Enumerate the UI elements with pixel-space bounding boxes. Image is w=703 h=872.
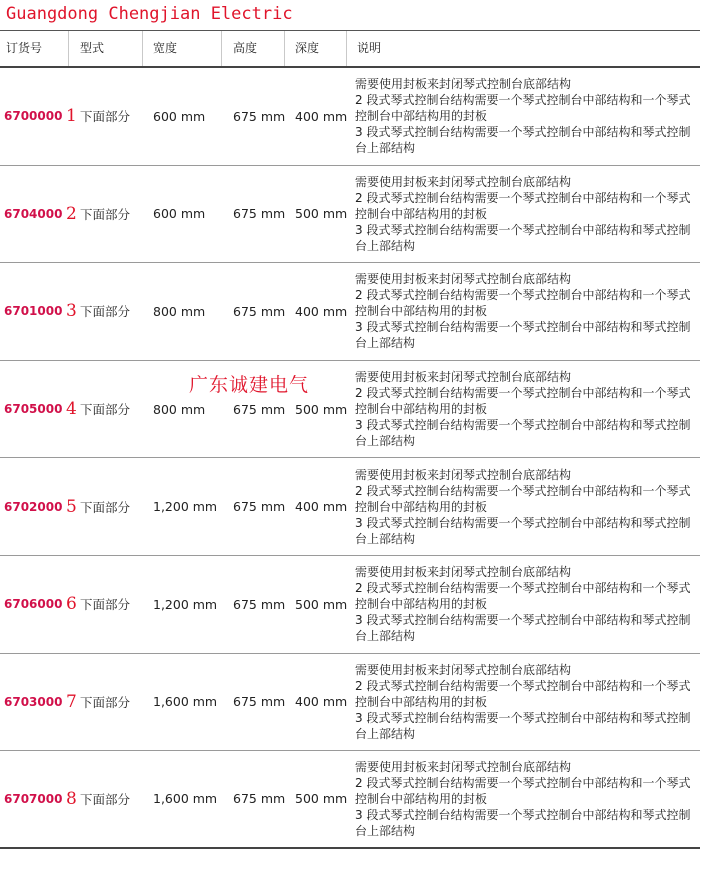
description-cell: [355, 166, 700, 263]
description-line: 3 段式琴式控制台结构需要一个琴式控制台中部结构和琴式控制台上部结构: [355, 613, 691, 644]
table-row: [0, 263, 700, 361]
description-line: 3 段式琴式控制台结构需要一个琴式控制台中部结构和琴式控制台上部结构: [355, 222, 691, 253]
row-index: 5: [66, 496, 77, 517]
table-row: [0, 68, 700, 166]
description-line: 需要使用封板来封闭琴式控制台底部结构: [355, 467, 572, 482]
description-text: [355, 369, 700, 449]
description-line: 2 段式琴式控制台结构需要一个琴式控制台中部结构和一个琴式控制台中部结构用的封板: [355, 93, 691, 124]
row-index: 1: [66, 106, 77, 127]
order-number: 6701000: [4, 304, 63, 319]
description-line: 需要使用封板来封闭琴式控制台底部结构: [355, 662, 572, 677]
column-header-type: 型式: [80, 41, 105, 55]
description-text: [355, 76, 700, 156]
description-cell: [355, 263, 700, 360]
description-line: 3 段式琴式控制台结构需要一个琴式控制台中部结构和琴式控制台上部结构: [355, 515, 691, 546]
column-header-width: 宽度: [153, 41, 178, 55]
description-text: [355, 564, 700, 644]
depth-cell: 400 mm: [295, 694, 348, 710]
description-line: 3 段式琴式控制台结构需要一个琴式控制台中部结构和琴式控制台上部结构: [355, 418, 691, 449]
order-number: 6706000: [4, 597, 63, 612]
description-line: 3 段式琴式控制台结构需要一个琴式控制台中部结构和琴式控制台上部结构: [355, 320, 691, 351]
width-cell: 600 mm: [153, 108, 206, 124]
order-number: 6705000: [4, 402, 63, 417]
table-header: [0, 31, 700, 68]
type-cell: 下面部分: [80, 402, 131, 418]
brand-title: Guangdong Chengjian Electric: [6, 4, 293, 24]
description-line: 2 段式琴式控制台结构需要一个琴式控制台中部结构和一个琴式控制台中部结构用的封板: [355, 386, 691, 417]
description-text: [355, 467, 700, 547]
watermark-text: 广东诚建电气: [189, 374, 310, 396]
table-body: [0, 68, 700, 849]
order-number: 6704000: [4, 206, 63, 221]
width-cell: 1,200 mm: [153, 596, 218, 612]
description-line: 需要使用封板来封闭琴式控制台底部结构: [355, 370, 572, 385]
description-line: 2 段式琴式控制台结构需要一个琴式控制台中部结构和一个琴式控制台中部结构用的封板: [355, 678, 691, 709]
column-divider: [221, 31, 222, 66]
description-line: 需要使用封板来封闭琴式控制台底部结构: [355, 174, 572, 189]
depth-cell: 500 mm: [295, 596, 348, 612]
description-cell: [355, 654, 700, 751]
description-line: 需要使用封板来封闭琴式控制台底部结构: [355, 272, 572, 287]
description-cell: [355, 361, 700, 458]
order-number: 6702000: [4, 499, 63, 514]
description-line: 需要使用封板来封闭琴式控制台底部结构: [355, 77, 572, 92]
row-index: 8: [66, 788, 77, 809]
table-row: [0, 361, 700, 459]
description-text: [355, 662, 700, 742]
width-cell: 600 mm: [153, 206, 206, 222]
description-line: 2 段式琴式控制台结构需要一个琴式控制台中部结构和一个琴式控制台中部结构用的封板: [355, 483, 691, 514]
row-index: 3: [66, 301, 77, 322]
description-text: [355, 174, 700, 254]
width-cell: 800 mm: [153, 401, 206, 417]
type-cell: 下面部分: [80, 597, 131, 613]
height-cell: 675 mm: [233, 791, 286, 807]
width-cell: 1,600 mm: [153, 694, 218, 710]
description-line: 3 段式琴式控制台结构需要一个琴式控制台中部结构和琴式控制台上部结构: [355, 710, 691, 741]
column-header-height: 高度: [233, 41, 258, 55]
height-cell: 675 mm: [233, 499, 286, 515]
row-index: 7: [66, 691, 77, 712]
description-cell: [355, 556, 700, 653]
description-line: 需要使用封板来封闭琴式控制台底部结构: [355, 759, 572, 774]
type-cell: 下面部分: [80, 694, 131, 710]
column-divider: [68, 31, 69, 66]
height-cell: 675 mm: [233, 108, 286, 124]
description-line: 2 段式琴式控制台结构需要一个琴式控制台中部结构和一个琴式控制台中部结构用的封板: [355, 581, 691, 612]
table-row: [0, 556, 700, 654]
table-row: [0, 654, 700, 752]
row-index: 6: [66, 594, 77, 615]
column-header-desc: 说明: [357, 41, 382, 55]
row-index: 4: [66, 399, 77, 420]
type-cell: 下面部分: [80, 791, 131, 807]
column-header-depth: 深度: [295, 41, 320, 55]
description-line: 2 段式琴式控制台结构需要一个琴式控制台中部结构和一个琴式控制台中部结构用的封板: [355, 775, 691, 806]
order-number: 6707000: [4, 791, 63, 806]
description-line: 3 段式琴式控制台结构需要一个琴式控制台中部结构和琴式控制台上部结构: [355, 807, 691, 838]
depth-cell: 400 mm: [295, 499, 348, 515]
description-line: 2 段式琴式控制台结构需要一个琴式控制台中部结构和一个琴式控制台中部结构用的封板: [355, 190, 691, 221]
width-cell: 1,600 mm: [153, 791, 218, 807]
table-row: [0, 751, 700, 849]
height-cell: 675 mm: [233, 206, 286, 222]
description-line: 2 段式琴式控制台结构需要一个琴式控制台中部结构和一个琴式控制台中部结构用的封板: [355, 288, 691, 319]
column-header-order: 订货号: [6, 41, 43, 55]
description-text: [355, 759, 700, 839]
description-cell: [355, 751, 700, 847]
column-divider: [284, 31, 285, 66]
description-line: 需要使用封板来封闭琴式控制台底部结构: [355, 565, 572, 580]
depth-cell: 500 mm: [295, 401, 348, 417]
order-number: 6703000: [4, 694, 63, 709]
row-index: 2: [66, 203, 77, 224]
description-line: 3 段式琴式控制台结构需要一个琴式控制台中部结构和琴式控制台上部结构: [355, 125, 691, 156]
type-cell: 下面部分: [80, 304, 131, 320]
depth-cell: 400 mm: [295, 303, 348, 319]
order-number: 6700000: [4, 109, 63, 124]
height-cell: 675 mm: [233, 596, 286, 612]
depth-cell: 400 mm: [295, 108, 348, 124]
height-cell: 675 mm: [233, 694, 286, 710]
table-row: [0, 458, 700, 556]
type-cell: 下面部分: [80, 206, 131, 222]
width-cell: 800 mm: [153, 303, 206, 319]
description-cell: [355, 458, 700, 555]
height-cell: 675 mm: [233, 303, 286, 319]
type-cell: 下面部分: [80, 109, 131, 125]
description-text: [355, 271, 700, 351]
height-cell: 675 mm: [233, 401, 286, 417]
depth-cell: 500 mm: [295, 791, 348, 807]
type-cell: 下面部分: [80, 499, 131, 515]
product-table: [0, 30, 700, 849]
column-divider: [142, 31, 143, 66]
depth-cell: 500 mm: [295, 206, 348, 222]
description-cell: [355, 68, 700, 165]
table-row: [0, 166, 700, 264]
width-cell: 1,200 mm: [153, 499, 218, 515]
column-divider: [346, 31, 347, 66]
